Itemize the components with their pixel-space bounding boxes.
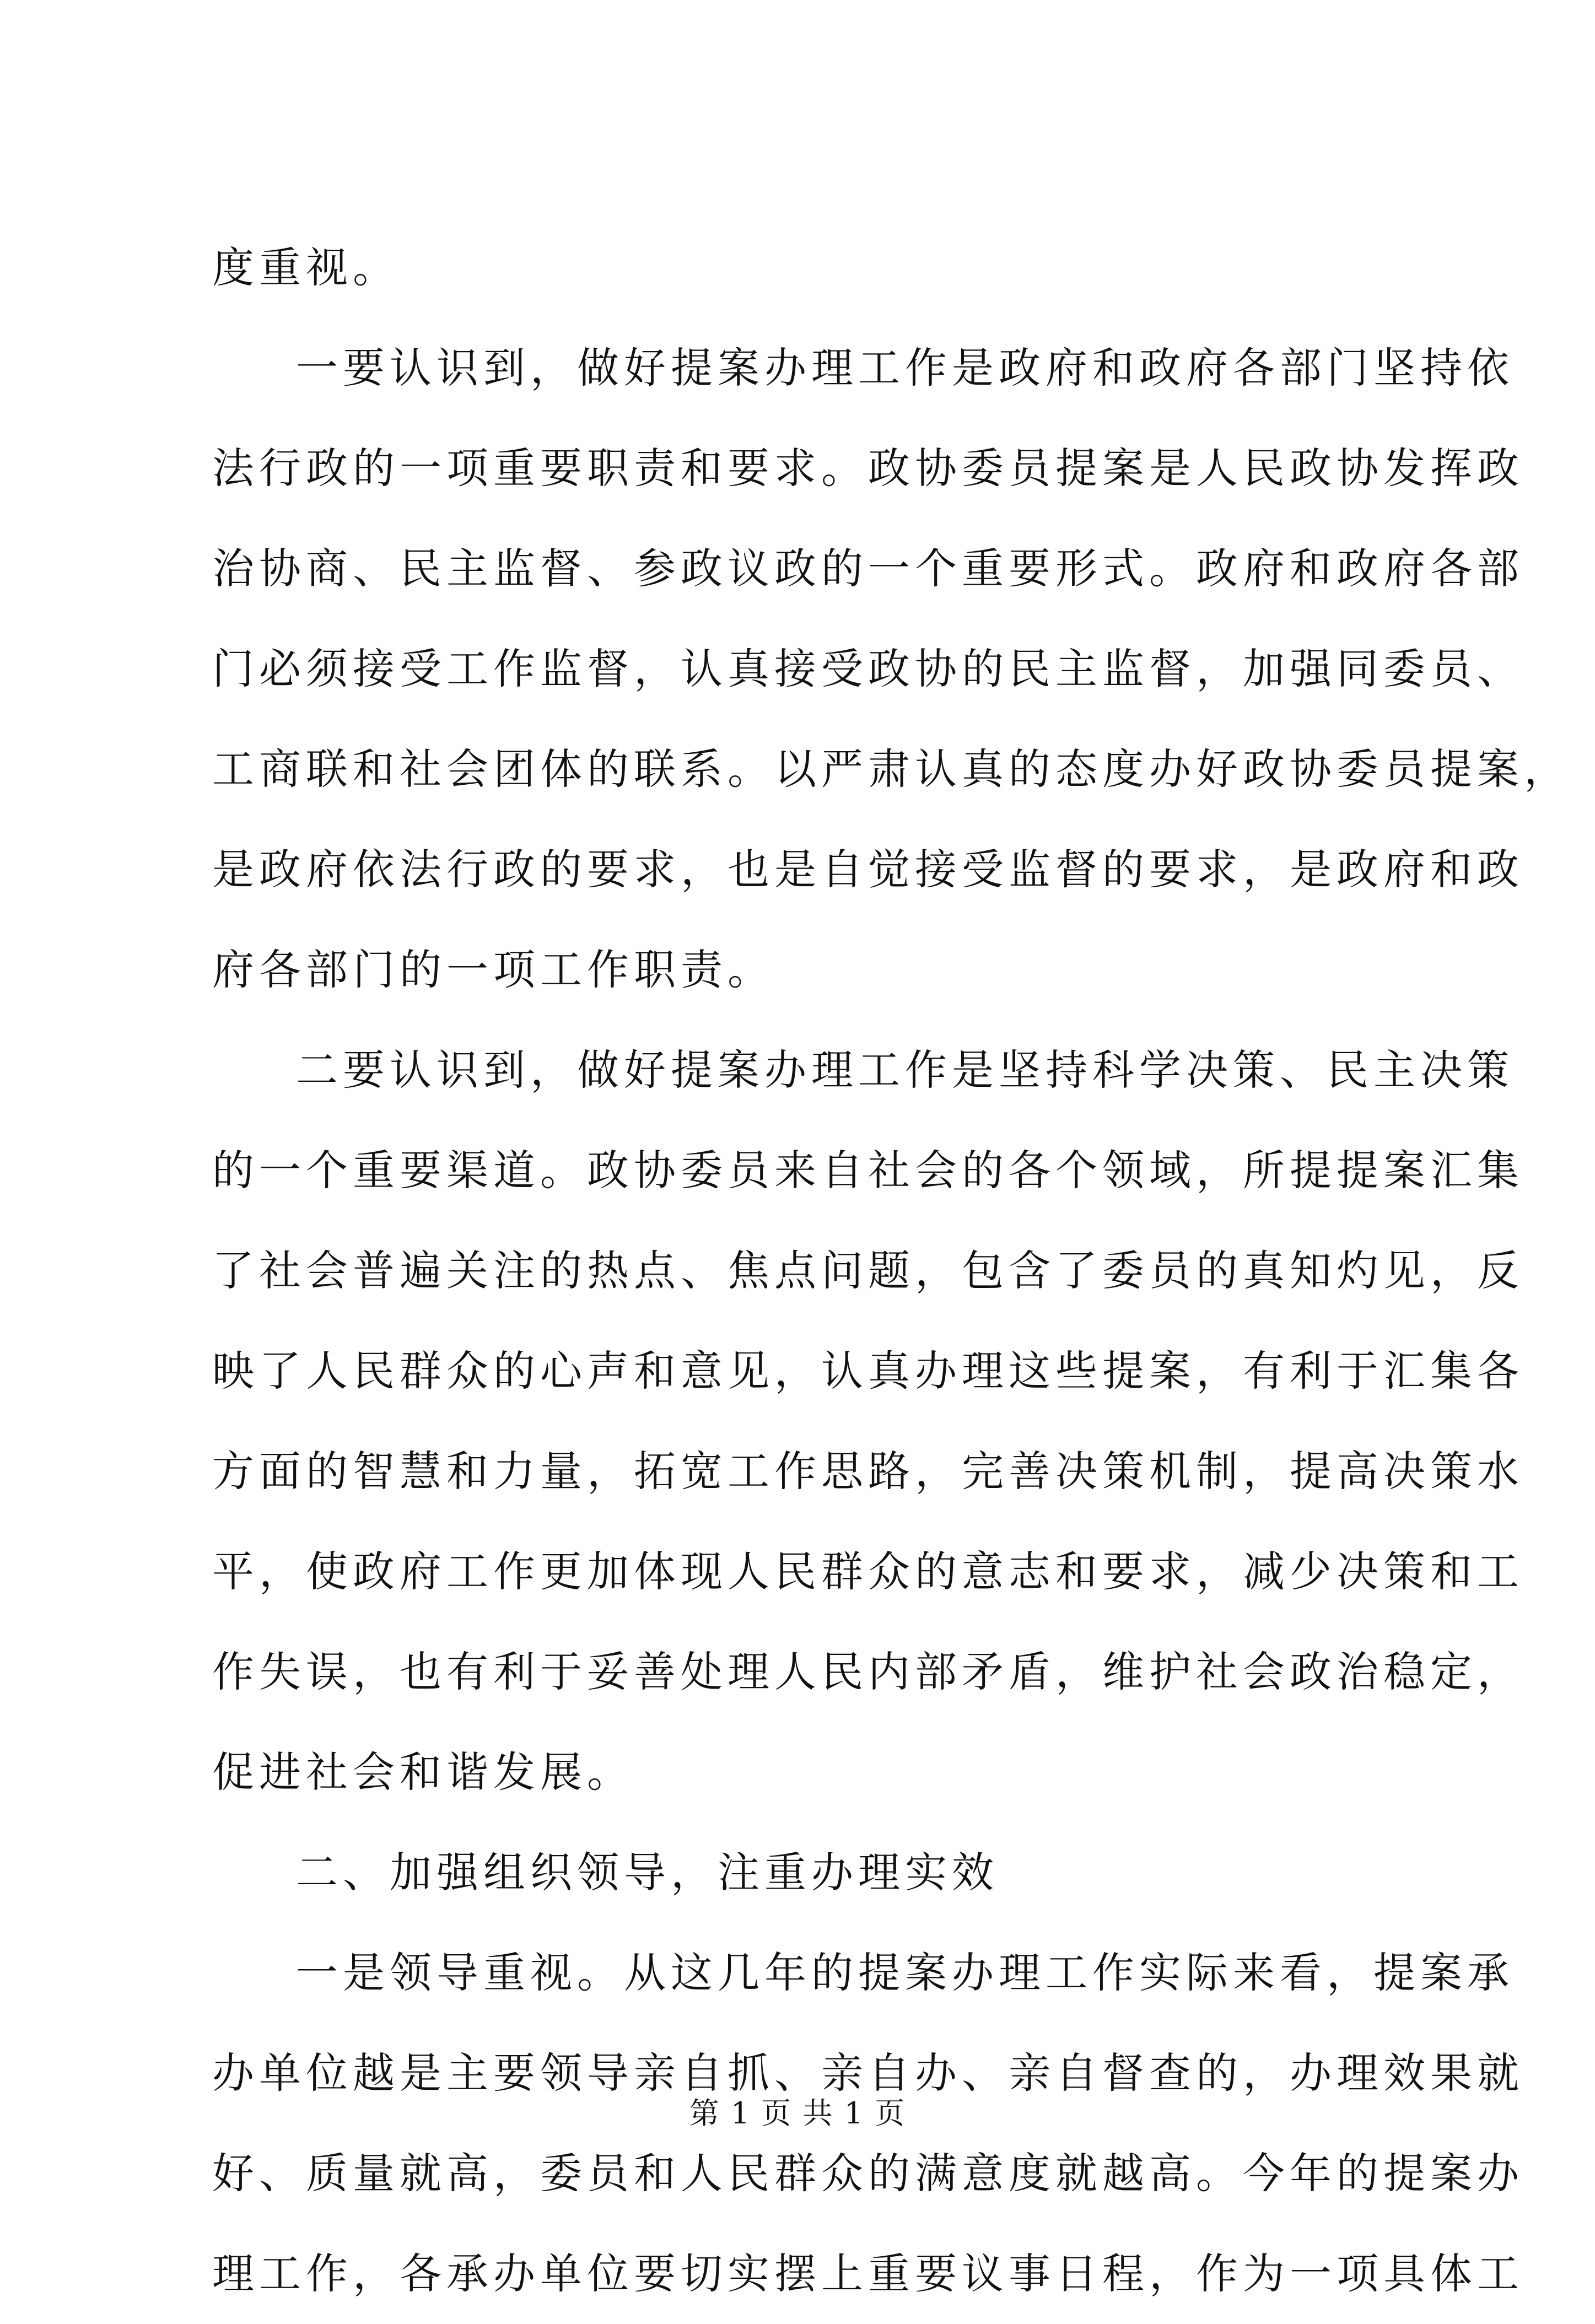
text-line: 办单位越是主要领导亲自抓、亲自办、亲自督查的，办理效果就 <box>212 2048 1524 2097</box>
text-line: 方面的智慧和力量，拓宽工作思路，完善决策机制，提高决策水 <box>212 1447 1524 1496</box>
text-line: 法行政的一项重要职责和要求。政协委员提案是人民政协发挥政 <box>212 444 1524 493</box>
text-line: 促进社会和谐发展。 <box>212 1748 634 1797</box>
text-line: 理工作，各承办单位要切实摆上重要议事日程，作为一项具体工 <box>212 2249 1524 2298</box>
text-line: 一要认识到，做好提案办理工作是政府和政府各部门坚持依 <box>296 343 1514 392</box>
text-line: 映了人民群众的心声和意见，认真办理这些提案，有利于汇集各 <box>212 1346 1524 1395</box>
text-line: 好、质量就高，委员和人民群众的满意度就越高。今年的提案办 <box>212 2149 1524 2198</box>
text-line: 工商联和社会团体的联系。以严肃认真的态度办好政协委员提案， <box>212 745 1571 794</box>
text-line: 是政府依法行政的要求，也是自觉接受监督的要求，是政府和政 <box>212 845 1524 894</box>
text-line: 治协商、民主监督、参政议政的一个重要形式。政府和政府各部 <box>212 544 1524 593</box>
text-line: 府各部门的一项工作职责。 <box>212 945 774 994</box>
text-line: 作失误，也有利于妥善处理人民内部矛盾，维护社会政治稳定， <box>212 1647 1524 1696</box>
text-line: 的一个重要渠道。政协委员来自社会的各个领域，所提提案汇集 <box>212 1146 1524 1195</box>
text-line: 一是领导重视。从这几年的提案办理工作实际来看，提案承 <box>296 1948 1514 1997</box>
document-body <box>212 218 1571 2324</box>
text-line: 平，使政府工作更加体现人民群众的意志和要求，减少决策和工 <box>212 1547 1524 1596</box>
text-line: 度重视。 <box>212 243 400 292</box>
text-line: 了社会普遍关注的热点、焦点问题，包含了委员的真知灼见，反 <box>212 1246 1524 1295</box>
text-line: 门必须接受工作监督，认真接受政协的民主监督，加强同委员、 <box>212 644 1524 693</box>
text-line: 二、加强组织领导，注重办理实效 <box>296 1848 999 1897</box>
text-line: 二要认识到，做好提案办理工作是坚持科学决策、民主决策 <box>296 1045 1514 1094</box>
page-footer: 第 1 页 共 1 页 <box>689 2096 906 2131</box>
